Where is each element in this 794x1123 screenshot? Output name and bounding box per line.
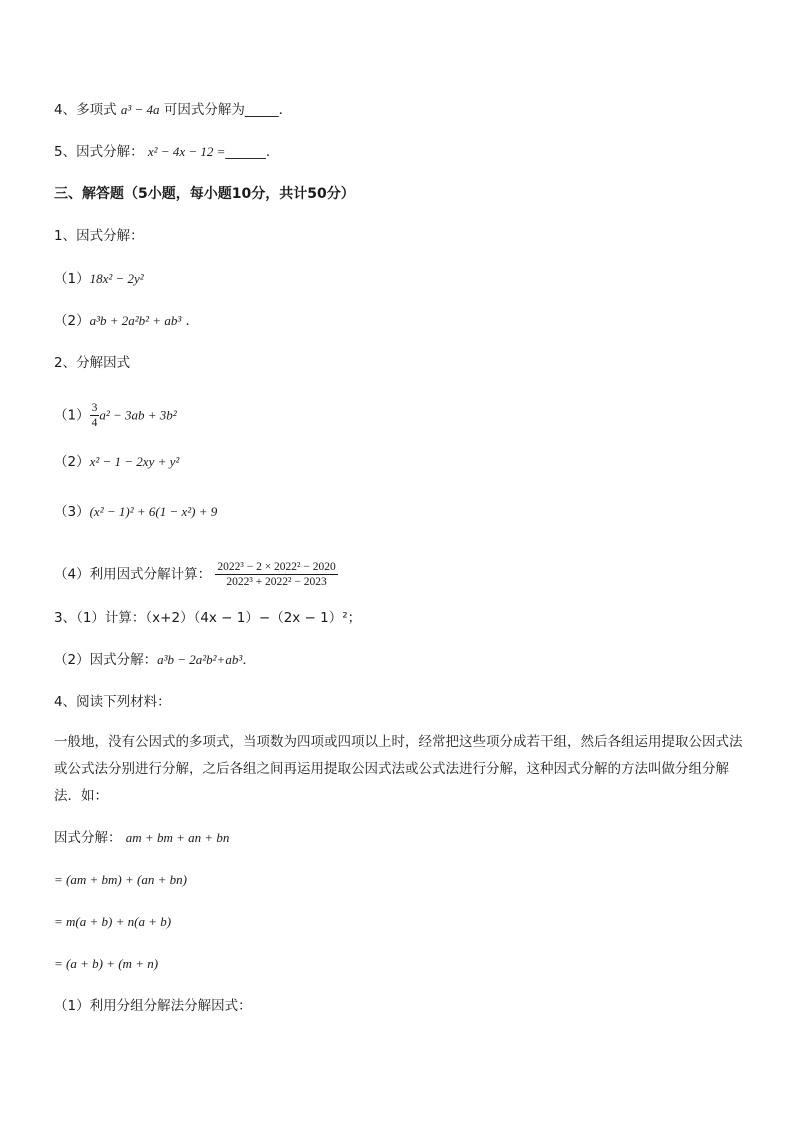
example-step-3: = (a + b) + (m + n) xyxy=(54,956,159,971)
math-expression: 18x² − 2y² xyxy=(89,271,144,286)
math-expression: a³ − 4a xyxy=(120,102,160,117)
problem-1-item-2 xyxy=(54,312,199,330)
problem-4-title: 4、阅读下列材料： xyxy=(54,694,171,710)
example-step-2: = m(a + b) + n(a + b) xyxy=(54,914,172,929)
example-line xyxy=(54,829,229,847)
fill-question-4 xyxy=(54,101,292,119)
problem-3-line-1: 3、（1）计算：（x+2）（4x − 1）−（2x − 1）²； xyxy=(54,610,362,626)
item-label: （2） xyxy=(54,454,90,470)
question-number: 5、 xyxy=(54,144,77,160)
problem-2-item-2 xyxy=(54,453,179,471)
question-suffix: ______． xyxy=(225,144,280,160)
fraction-denominator: 4 xyxy=(91,417,98,429)
fraction-numerator: 2022³ − 2 × 2022² − 2020 xyxy=(217,561,336,573)
problem-3-line-2 xyxy=(54,651,255,669)
fill-question-5 xyxy=(54,143,279,161)
section-heading: 三、解答题（5小题，每小题10分，共计50分） xyxy=(54,186,355,202)
item-label: （1） xyxy=(54,271,90,287)
item-label: （1） xyxy=(54,407,90,424)
question-suffix: 可因式分解为_____． xyxy=(163,102,293,118)
item-text: 利用因式分解计算： xyxy=(89,566,212,583)
fraction xyxy=(90,401,100,430)
fraction-numerator: 3 xyxy=(91,402,98,414)
math-expression: am + bm + an + bn xyxy=(125,830,230,845)
problem-4-paragraph: 一般地，没有公因式的多项式，当项数为四项或四项以上时，经常把这些项分成若干组，然后各组运用提取公因式法或公式法分别进行分解，之后各组之间再运用提取公因式法或公式法进行分解，这种因式分解的方法叫做分组分解法．如： xyxy=(54,734,743,804)
fraction-denominator: 2022³ + 2022² − 2023 xyxy=(226,576,327,588)
question-text: 因式分解： xyxy=(76,144,144,160)
question-text: 多项式 xyxy=(76,102,117,118)
fraction xyxy=(215,560,337,589)
math-expression: a² − 3ab + 3b² xyxy=(99,407,177,423)
question-number: 4、 xyxy=(54,102,77,118)
item-label: （4） xyxy=(54,566,90,583)
math-expression: (x² − 1)² + 6(1 − x²) + 9 xyxy=(89,504,218,519)
item-suffix: ． xyxy=(185,313,200,329)
math-expression: a³b + 2a²b² + ab³ xyxy=(89,313,182,328)
math-expression: x² − 1 − 2xy + y² xyxy=(89,454,180,469)
math-expression: a³b − 2a²b²+ab³． xyxy=(157,652,256,667)
example-label: 因式分解： xyxy=(54,830,122,846)
example-step-1: = (am + bm) + (an + bn) xyxy=(54,872,187,887)
item-label: （2）因式分解： xyxy=(54,652,158,668)
problem-2-item-1 xyxy=(54,401,177,430)
problem-4-sub-1: （1）利用分组分解法分解因式： xyxy=(54,998,252,1014)
math-expression: x² − 4x − 12 = xyxy=(147,144,226,159)
problem-2-item-4 xyxy=(54,560,338,589)
problem-1-item-1 xyxy=(54,270,144,288)
problem-1-title: 1、因式分解： xyxy=(54,228,144,244)
item-label: （3） xyxy=(54,504,90,520)
problem-2-title: 2、分解因式 xyxy=(54,355,131,371)
problem-2-item-3 xyxy=(54,503,217,521)
item-label: （2） xyxy=(54,313,90,329)
